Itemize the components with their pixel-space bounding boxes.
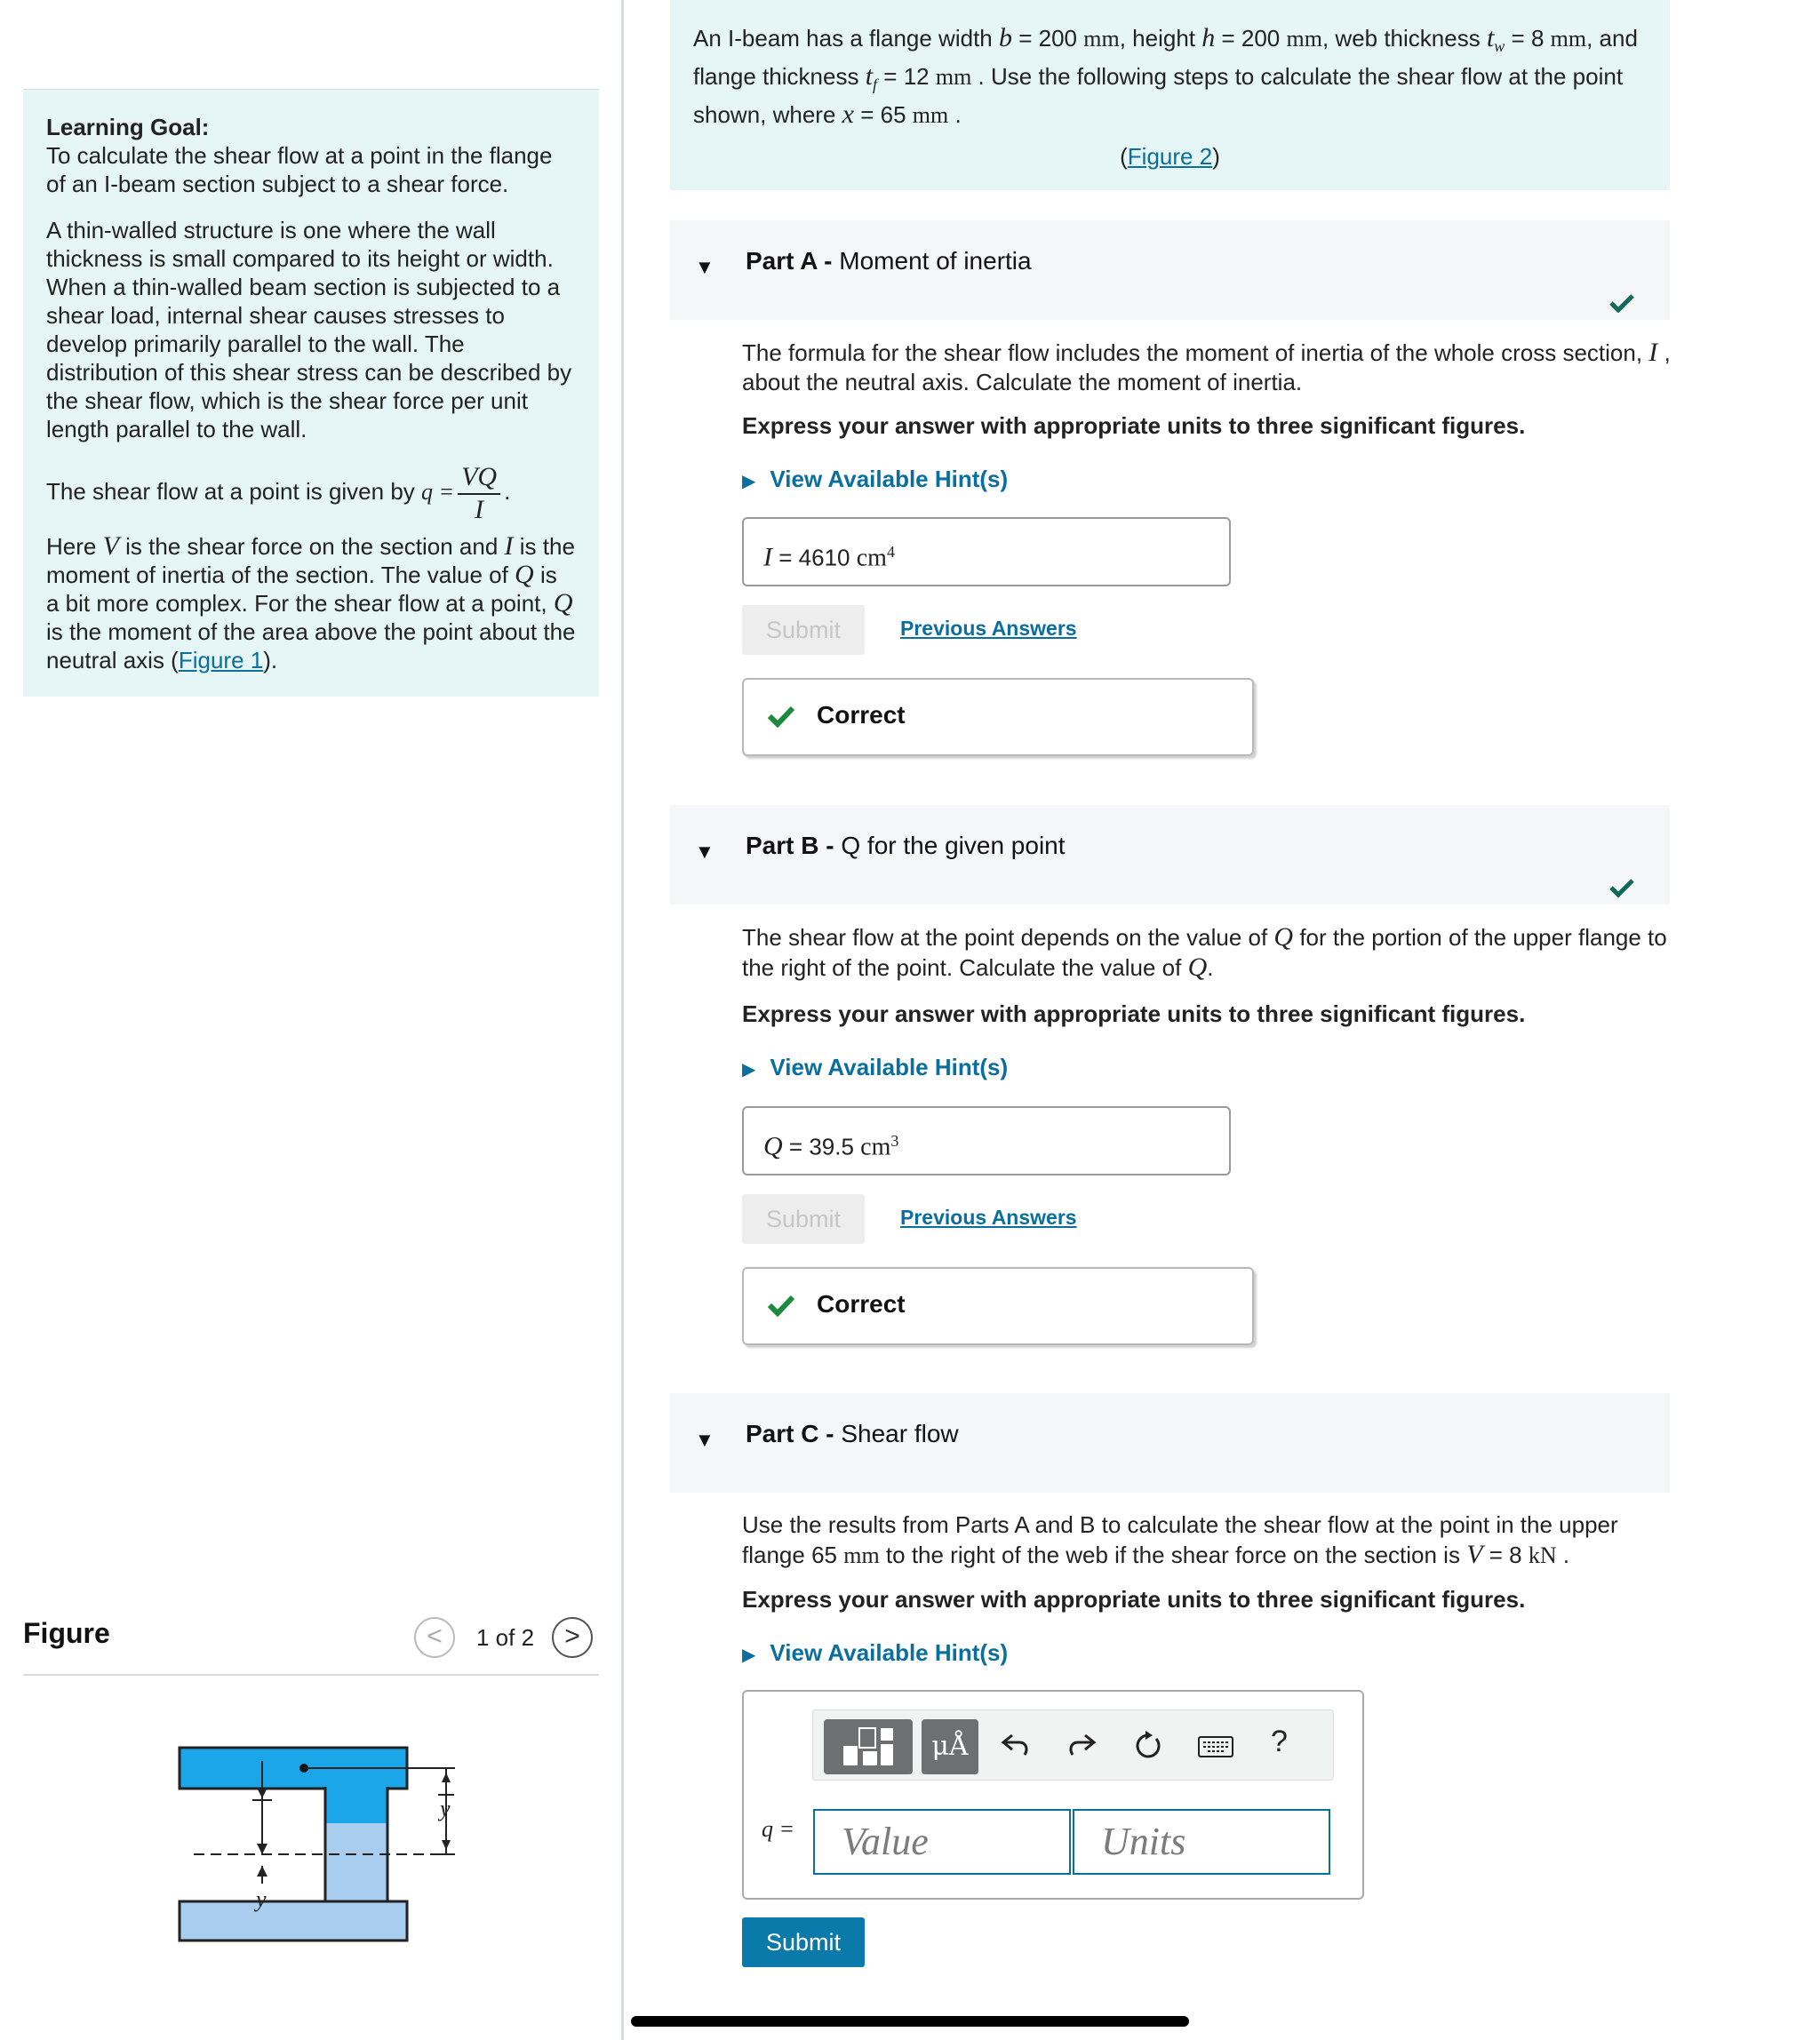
problem-statement: [670, 0, 1670, 190]
part-a-submit-button[interactable]: Submit: [742, 605, 865, 655]
figure-prev-button[interactable]: [414, 1617, 455, 1658]
learning-goal-title: Learning Goal:: [46, 114, 210, 140]
part-c-hint-toggle[interactable]: ▶ View Available Hint(s): [742, 1639, 1009, 1666]
chevron-left-icon: <: [427, 1622, 443, 1651]
explanation-paragraph: Here V is the shear force on the section and I is the moment of inertia of the section. The value of Q is a bit more complex. For the shear flow at a point, Q is the moment of the area above the point about the neutral axis (Figure 1).: [46, 531, 576, 673]
part-a-title: Part A - Moment of inertia: [746, 247, 1032, 275]
part-b-feedback: Correct: [742, 1267, 1254, 1345]
part-a-hint-toggle[interactable]: ▶ View Available Hint(s): [742, 466, 1009, 492]
figure-2-link[interactable]: Figure 2: [1127, 143, 1213, 171]
upper-web-highlight: [325, 1787, 387, 1823]
redo-icon[interactable]: [1066, 1730, 1098, 1762]
checkmark-icon: [767, 1294, 795, 1317]
shear-flow-formula: $\frac{VQ}{I}$: [458, 461, 500, 525]
learning-goal-panel: [23, 89, 599, 697]
part-a-previous-answers-link[interactable]: Previous Answers: [900, 617, 1077, 640]
checkmark-icon: [767, 705, 795, 728]
part-c-header[interactable]: [670, 1393, 1670, 1493]
figure-1-link[interactable]: Figure 1: [178, 647, 264, 673]
chevron-right-icon: >: [564, 1622, 580, 1651]
units-symbols-button[interactable]: μÅ: [922, 1719, 978, 1774]
home-indicator: [631, 2016, 1189, 2027]
math-toolbar: [812, 1709, 1334, 1781]
part-a-header[interactable]: [670, 220, 1670, 320]
learning-goal-text: To calculate the shear flow at a point in the flange of an I-beam section subject to a shear force.: [46, 142, 553, 197]
formula-lhs: q =: [421, 478, 455, 505]
part-b-hint-toggle[interactable]: ▶ View Available Hint(s): [742, 1054, 1009, 1080]
value-input[interactable]: Value: [813, 1809, 1071, 1875]
q-label: q =: [762, 1816, 795, 1842]
figure-counter: 1 of 2: [476, 1624, 535, 1651]
collapse-triangle-icon: ▼: [695, 1429, 714, 1451]
keyboard-icon[interactable]: [1197, 1730, 1234, 1762]
part-a-question: The formula for the shear flow includes the moment of inertia of the whole cross section, I , about the neutral axis. Calculate the moment of inertia.: [742, 338, 1671, 395]
templates-button[interactable]: [824, 1719, 913, 1774]
part-c-title: Part C - Shear flow: [746, 1420, 959, 1447]
part-a-feedback: Correct: [742, 678, 1254, 756]
part-b-question: The shear flow at the point depends on the value of Q for the portion of the upper flange to the right of the point. Calculate the value of Q.: [742, 922, 1667, 982]
part-c-instruction: Express your answer with appropriate units to three significant figures.: [742, 1586, 1526, 1613]
part-b-title: Part B - Q for the given point: [746, 832, 1066, 859]
help-button[interactable]: ?: [1271, 1725, 1288, 1758]
checkmark-icon: [1609, 293, 1634, 313]
caret-right-icon: ▶: [742, 1060, 756, 1080]
part-c-submit-button[interactable]: Submit: [742, 1917, 865, 1967]
templates-icon: [824, 1719, 913, 1774]
part-b-header[interactable]: [670, 805, 1670, 904]
problem-text: An I-beam has a flange width b = 200 mm, height h = 200 mm, web thickness $t_w = 8$ mm, and flange thickness $t_f = 12$ mm . Use the following steps to calculate the shear flow at the point shown, where x = 65 mm .: [693, 23, 1638, 130]
i-beam-figure: [160, 1724, 498, 1955]
part-c-question: Use the results from Parts A and B to calculate the shear flow at the point in the upper flange 65 mm to the right of the web if the shear force on the section is V = 8 kN .: [742, 1511, 1618, 1569]
figure-2-link-row: (Figure 2): [1120, 143, 1220, 171]
undo-icon[interactable]: [1000, 1730, 1032, 1762]
figure-title: Figure: [23, 1617, 110, 1649]
ybar-label: y: [440, 1796, 451, 1821]
figure-next-button[interactable]: [552, 1617, 593, 1658]
part-b-submit-button[interactable]: Submit: [742, 1194, 865, 1244]
part-b-answer: Q = 39.5 $cm^3$: [742, 1106, 1231, 1175]
caret-right-icon: ▶: [742, 1646, 756, 1665]
thin-walled-paragraph: A thin-walled structure is one where the wall thickness is small compared to its height or width. When a thin-walled beam section is subjected to a shear load, internal shear causes stresses to develop primarily parallel to the wall. The distribution of this shear stress can be described by the shear flow, which is the shear force per unit length parallel to the wall.: [46, 217, 572, 442]
y-label: y: [256, 1886, 267, 1912]
column-divider: [621, 0, 624, 2040]
formula-paragraph: The shear flow at a point is given by q = $\frac{VQ}{I}$ .: [46, 462, 511, 524]
part-b-instruction: Express your answer with appropriate units to three significant figures.: [742, 1000, 1526, 1027]
collapse-triangle-icon: ▼: [695, 841, 714, 863]
collapse-triangle-icon: ▼: [695, 256, 714, 278]
units-input[interactable]: Units: [1073, 1809, 1330, 1875]
caret-right-icon: ▶: [742, 472, 756, 491]
checkmark-icon: [1609, 878, 1634, 897]
reset-icon[interactable]: [1131, 1730, 1163, 1762]
part-a-answer: I = 4610 $cm^4$: [742, 517, 1231, 586]
bottom-flange: [180, 1901, 407, 1940]
figure-header: [23, 1608, 599, 1676]
part-c-answer-entry: [742, 1690, 1364, 1900]
part-a-instruction: Express your answer with appropriate units to three significant figures.: [742, 412, 1526, 439]
part-b-previous-answers-link[interactable]: Previous Answers: [900, 1206, 1077, 1229]
